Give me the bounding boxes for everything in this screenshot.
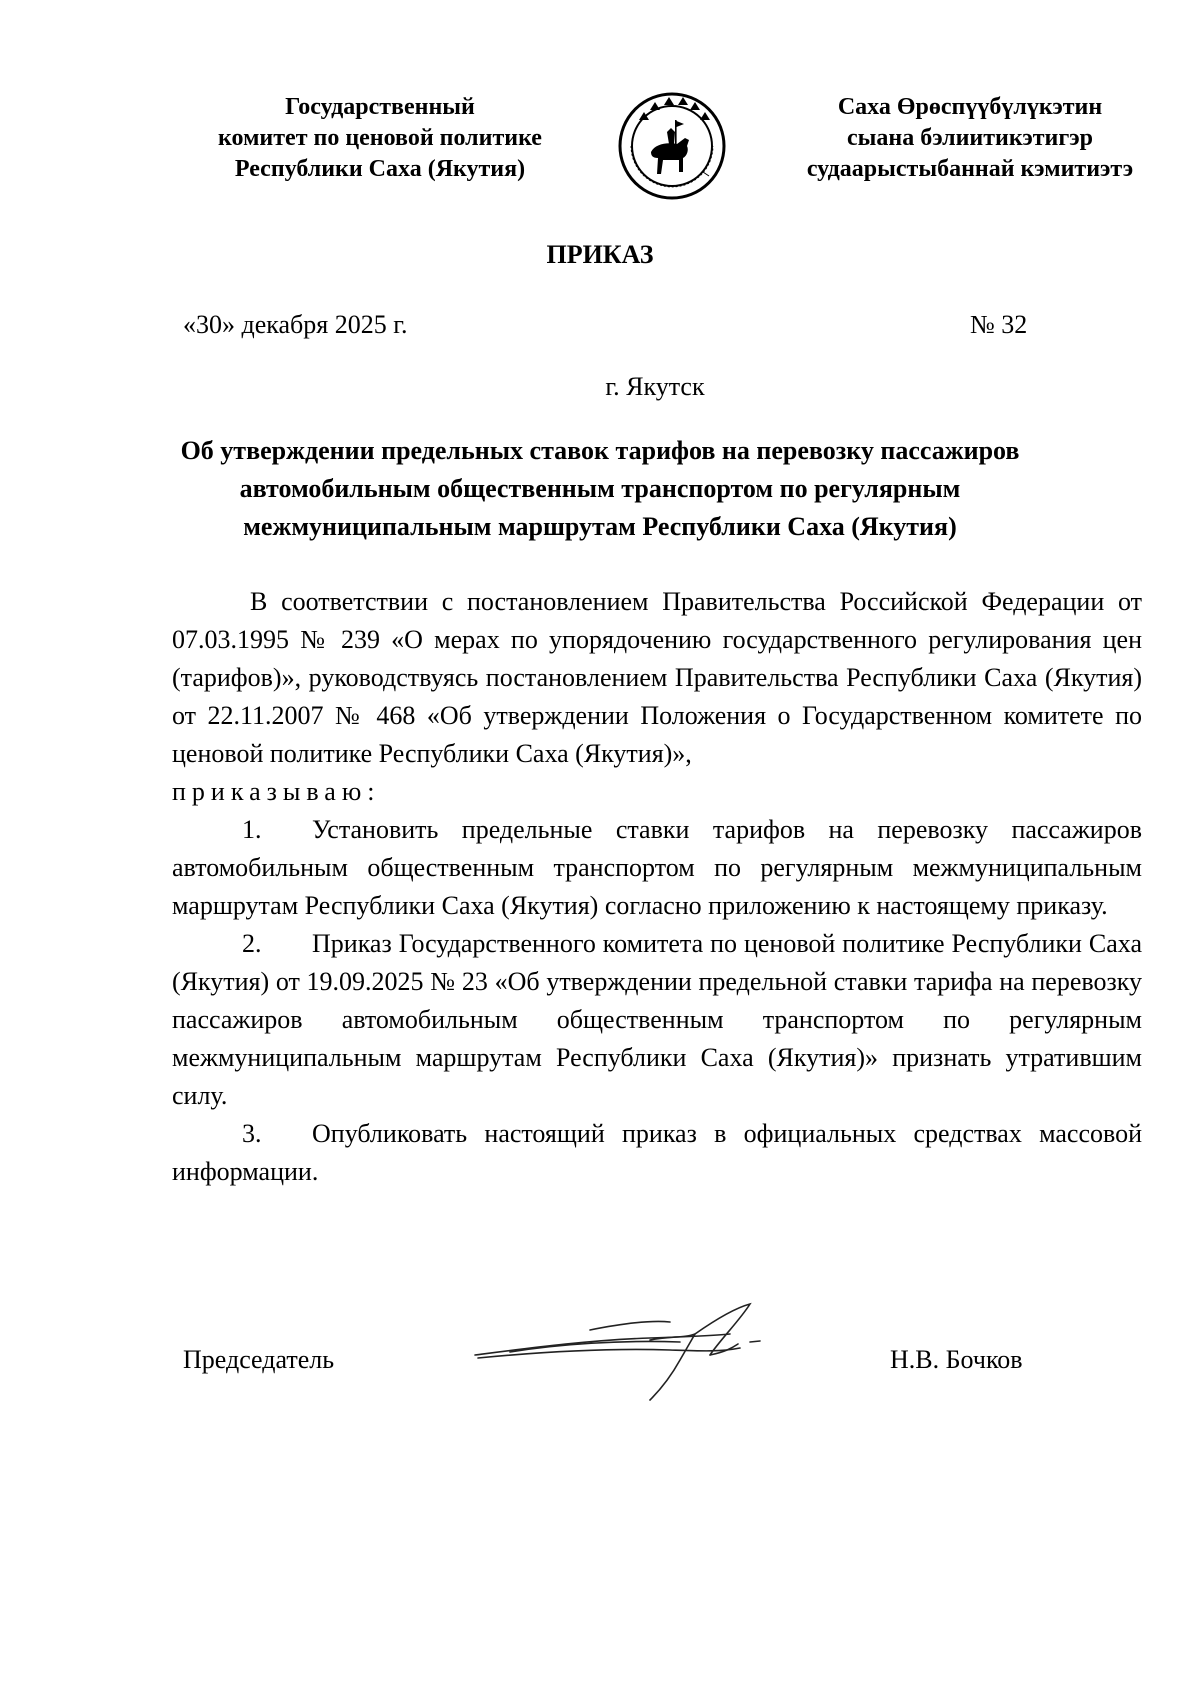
org-name-sakha <box>770 92 1170 185</box>
document-number: № 32 <box>970 310 1028 339</box>
preamble-text: В соответствии с постановлением Правительства Российской Федерации от 07.03.1995 № 239 «О мерах по упорядочению государственного регулирования цен (тарифов)», руководствуясь постановлением Правительства Республики Саха (Якутия) от 22.11.2007 № 468 «Об утверждении Положения о Государственном комитете по ценовой политике Республики Саха (Якутия)», <box>172 587 1142 768</box>
item-text: Приказ Государственного комитета по ценовой политике Республики Саха (Якутия) от 19.09.2025 № 23 «Об утверждении предельной ставки тарифа на перевозку пассажиров автомобильным общественным транспортом по регулярным межмуниципальным маршрутам Республики Саха (Якутия)» признать утратившим силу. <box>172 929 1142 1110</box>
org-line: судаарыстыбаннай кэмитиэтэ <box>806 156 1134 182</box>
order-word: приказываю: <box>172 777 381 806</box>
handwritten-signature <box>470 1300 790 1410</box>
item-number: 1. <box>242 815 262 844</box>
list-item <box>172 1115 1142 1191</box>
org-line: комитет по ценовой политике <box>218 125 542 151</box>
item-text: Опубликовать настоящий приказ в официальных средствах массовой информации. <box>172 1119 1142 1186</box>
item-number: 3. <box>242 1119 262 1148</box>
org-line: Республики Саха (Якутия) <box>234 156 526 182</box>
org-name-russian <box>170 92 590 185</box>
document-date: «30» декабря 2025 г. <box>183 310 408 339</box>
list-item <box>172 811 1142 925</box>
org-line: Государственный <box>285 94 475 120</box>
document-body <box>172 583 1142 1191</box>
preamble-paragraph <box>172 583 1142 811</box>
list-item <box>172 925 1142 1115</box>
coat-of-arms-emblem <box>617 90 727 202</box>
org-line: сыана бэлиитикэтигэр <box>846 125 1093 151</box>
signatory-name: Н.В. Бочков <box>890 1345 1023 1374</box>
document-city: г. Якутск <box>605 372 705 401</box>
document-header <box>0 92 1200 222</box>
document-title: ПРИКАЗ <box>546 240 654 269</box>
item-number: 2. <box>242 929 262 958</box>
org-line: Саха Өрөспүүбүлүкэтин <box>837 94 1103 120</box>
document-subject: Об утверждении предельных ставок тарифов на перевозку пассажиров автомобильным общественным транспортом по регулярным межмуниципальным маршрутам Республики Саха (Якутия) <box>180 436 1020 541</box>
signatory-role: Председатель <box>183 1345 335 1374</box>
item-text: Установить предельные ставки тарифов на перевозку пассажиров автомобильным общественным транспортом по регулярным межмуниципальным маршрутам Республики Саха (Якутия) согласно приложению к настоящему приказу. <box>172 815 1142 920</box>
